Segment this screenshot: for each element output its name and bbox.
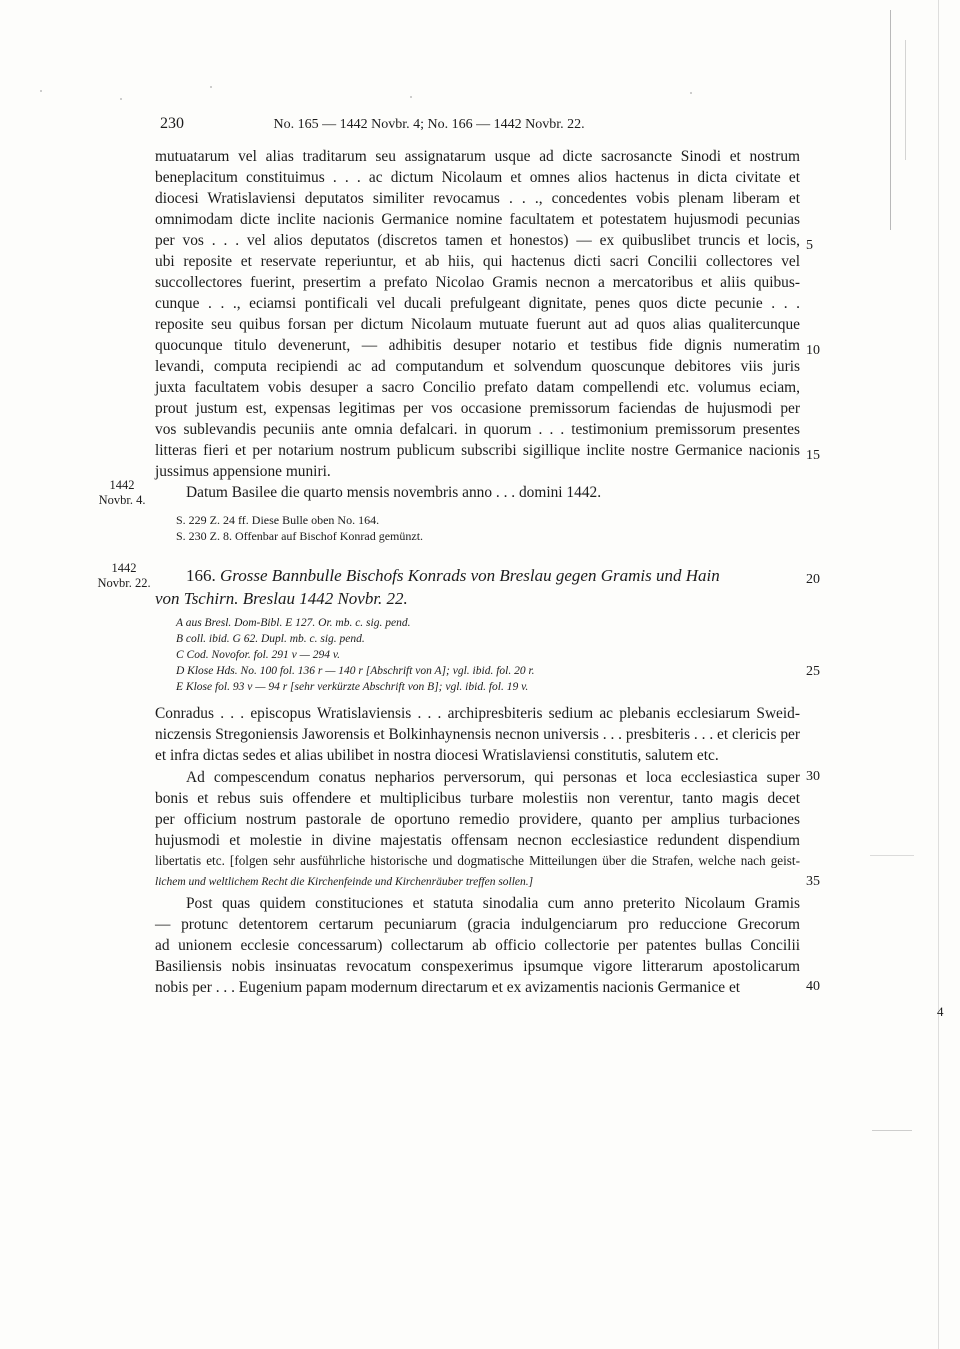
margin-date-year: 1442 bbox=[111, 561, 137, 575]
line-number: 35 bbox=[806, 874, 820, 889]
text-line: ubi reposite et reservate reperiuntur, et ab hiis, qui hactenus dicti sacri Concilii collectores vel bbox=[155, 253, 800, 270]
editorial-note: S. 230 Z. 8. Offenbar auf Bischof Konrad gemünzt. bbox=[176, 529, 424, 543]
document-title-text: Grosse Bannbulle Bischofs Konrads von Breslau gegen Gramis und Hain bbox=[220, 566, 720, 585]
text-line: quocunque titulo devenerunt, — adhibitis desuper notario et testibus fide dignis numeratim bbox=[155, 337, 800, 354]
line-number: 5 bbox=[806, 238, 813, 253]
scan-speck bbox=[410, 96, 412, 98]
line-number: 20 bbox=[806, 572, 820, 587]
text-line: lichem und weltlichem Recht die Kirchenfeinde und Kirchenräuber treffen sollen.] bbox=[155, 876, 534, 888]
edge-number: 4 bbox=[937, 1004, 944, 1019]
text-line: vos sublevandis pecuniis ante omnia defalcari. in quorum . . . testimonium premissorum presentes bbox=[155, 421, 800, 438]
text-line: hujusmodi et molestie in divine majestatis offensam necnon ecclesiastice redundent dispendium bbox=[155, 832, 800, 849]
text-line: et infra dictas sedes et alias ubilibet in nostra diocesi Wratislaviensi constitutis, salutem etc. bbox=[155, 747, 719, 764]
text-line: libertatis etc. [folgen sehr ausführliche historische und dogmatische Mitteilungen über die Strafen, welche nach geist- bbox=[155, 853, 800, 868]
document-title bbox=[186, 566, 720, 586]
text-line: per officium nostrum pastorale de oportuno remedio providere, quanto per amplius turbaciones bbox=[155, 811, 800, 828]
source-entry: D Klose Hds. No. 100 fol. 136 r — 140 r [Abschrift von A]; vgl. ibid. fol. 20 r. bbox=[176, 665, 535, 677]
document-title-line2: von Tschirn. Breslau 1442 Novbr. 22. bbox=[155, 589, 408, 608]
line-number: 25 bbox=[806, 664, 820, 679]
line-number: 10 bbox=[806, 343, 820, 358]
text-line: niczensis Stregoniensis Jaworensis et Bolkinhaynensis necnon universis . . . presbiteris . . . et clericis per bbox=[155, 726, 800, 743]
text-line: bonis et rebus suis offendere et multiplicibus turbare molestiis non verentur, tanto magis decet bbox=[155, 790, 800, 807]
scan-edge-line bbox=[905, 40, 906, 160]
text-line: beneplacitum constituimus . . . ac dictum Nicolaum et omnes alios hactenus in dicta civitate et bbox=[155, 169, 800, 186]
source-entry: A aus Bresl. Dom-Bibl. E 127. Or. mb. c. sig. pend. bbox=[176, 617, 411, 629]
text-line: ad unionem ecclesie concessarum) collectarum ab officio collectorie per patentes bullas Concilii bbox=[155, 937, 800, 954]
margin-date-year: 1442 bbox=[109, 478, 135, 492]
scan-edge-line bbox=[890, 10, 891, 230]
margin-date-day: Novbr. 22. bbox=[97, 576, 151, 590]
text-line: — protunc detentorem certarum pecuniarum (gracia indulgenciarum pro reduccione Grecorum bbox=[155, 916, 800, 933]
text-line: cunque . . ., eciamsi pontificali vel ducali prefulgeant dignitate, penes quos dicte pecunie . . . bbox=[155, 295, 800, 312]
text-line: succollectores fuerint, presertim a prefato Nicolao Gramis necnon a mercatoribus et aliis quibus- bbox=[155, 274, 800, 291]
scan-edge-line bbox=[872, 1130, 912, 1131]
document-number: 166. bbox=[186, 566, 216, 585]
line-number: 30 bbox=[806, 769, 820, 784]
text-line: prout justum est, expensas legitimas per vos occasione premissorum faciendas de hujusmodi per bbox=[155, 400, 800, 417]
text-line: per vos . . . vel alios deputatos (discretos tamen et honestos) — ex quibuslibet truncis et locis, bbox=[155, 232, 800, 249]
scan-speck bbox=[40, 90, 42, 92]
text-line: juxta facultatem vobis desuper a sacro Concilio prefato datam compellendi etc. volumus eciam, bbox=[155, 379, 800, 396]
margin-date-day: Novbr. 4. bbox=[98, 493, 146, 507]
margin-date bbox=[92, 561, 156, 591]
source-entry: E Klose fol. 93 v — 94 r [sehr verkürzte Abschrift von B]; vgl. ibid. fol. 19 v. bbox=[176, 681, 529, 693]
scan-speck bbox=[120, 98, 122, 100]
text-line: diocesi Wratislaviensi deputatos similiter revocamus . . ., concedentes vobis plenam liberam et bbox=[155, 190, 800, 207]
text-line: levandi, computa recipiendi ac ad computandum et solvendum quoscunque debitores viis juris bbox=[155, 358, 800, 375]
source-entry: C Cod. Novofor. fol. 291 v — 294 v. bbox=[176, 649, 340, 661]
text-line: nobis per . . . Eugenium papam modernum directarum et ex avizamentis nacionis Germanice et bbox=[155, 979, 741, 996]
text-line: litteras fieri et per notarium nostrum publicum subscribi sigillique inclite nostre Germanice nacionis bbox=[155, 442, 800, 459]
text-line: Post quas quidem constituciones et statuta sinodalia cum anno preterito Nicolaum Gramis bbox=[186, 895, 800, 912]
line-number: 40 bbox=[806, 979, 820, 994]
text-line: omnimodam dicte inclite nacionis Germanice nomine facultatem et potestatem hujusmodi pecunias bbox=[155, 211, 800, 228]
text-line: mutuatarum vel alias traditarum seu assignatarum usque ad dicte sacrosancte Sinodi et nostrum bbox=[155, 148, 800, 165]
scan-speck bbox=[690, 92, 692, 94]
text-line: Basiliensis nobis insinuatas revocatum conspexerimus ipsumque vigore litterarum apostolicarum bbox=[155, 958, 800, 975]
running-title: No. 165 — 1442 Novbr. 4; No. 166 — 1442 Novbr. 22. bbox=[273, 117, 585, 132]
datum-line: Datum Basilee die quarto mensis novembris anno . . . domini 1442. bbox=[186, 484, 602, 501]
scan-edge-line bbox=[870, 855, 914, 856]
scan-edge-line bbox=[938, 0, 939, 1349]
page-number: 230 bbox=[160, 115, 184, 132]
line-number: 15 bbox=[806, 448, 820, 463]
margin-date bbox=[92, 478, 152, 508]
text-line: jussimus appensione muniri. bbox=[155, 463, 331, 480]
scan-speck bbox=[210, 86, 212, 88]
text-line: reposite seu quibus forsan per dictum Nicolaum mutuate fuerunt aut ad quos alias qualitercunque bbox=[155, 316, 800, 333]
text-line: Ad compescendum conatus nepharios perversorum, qui personas et loca ecclesiastica super bbox=[186, 769, 800, 786]
source-entry: B coll. ibid. G 62. Dupl. mb. c. sig. pend. bbox=[176, 633, 365, 645]
text-line: Conradus . . . episcopus Wratislaviensis . . . archipresbiteris sedium ac plebanis ecclesiarum Sweid- bbox=[155, 705, 800, 722]
editorial-note: S. 229 Z. 24 ff. Diese Bulle oben No. 164. bbox=[176, 513, 380, 527]
running-header bbox=[160, 115, 680, 133]
